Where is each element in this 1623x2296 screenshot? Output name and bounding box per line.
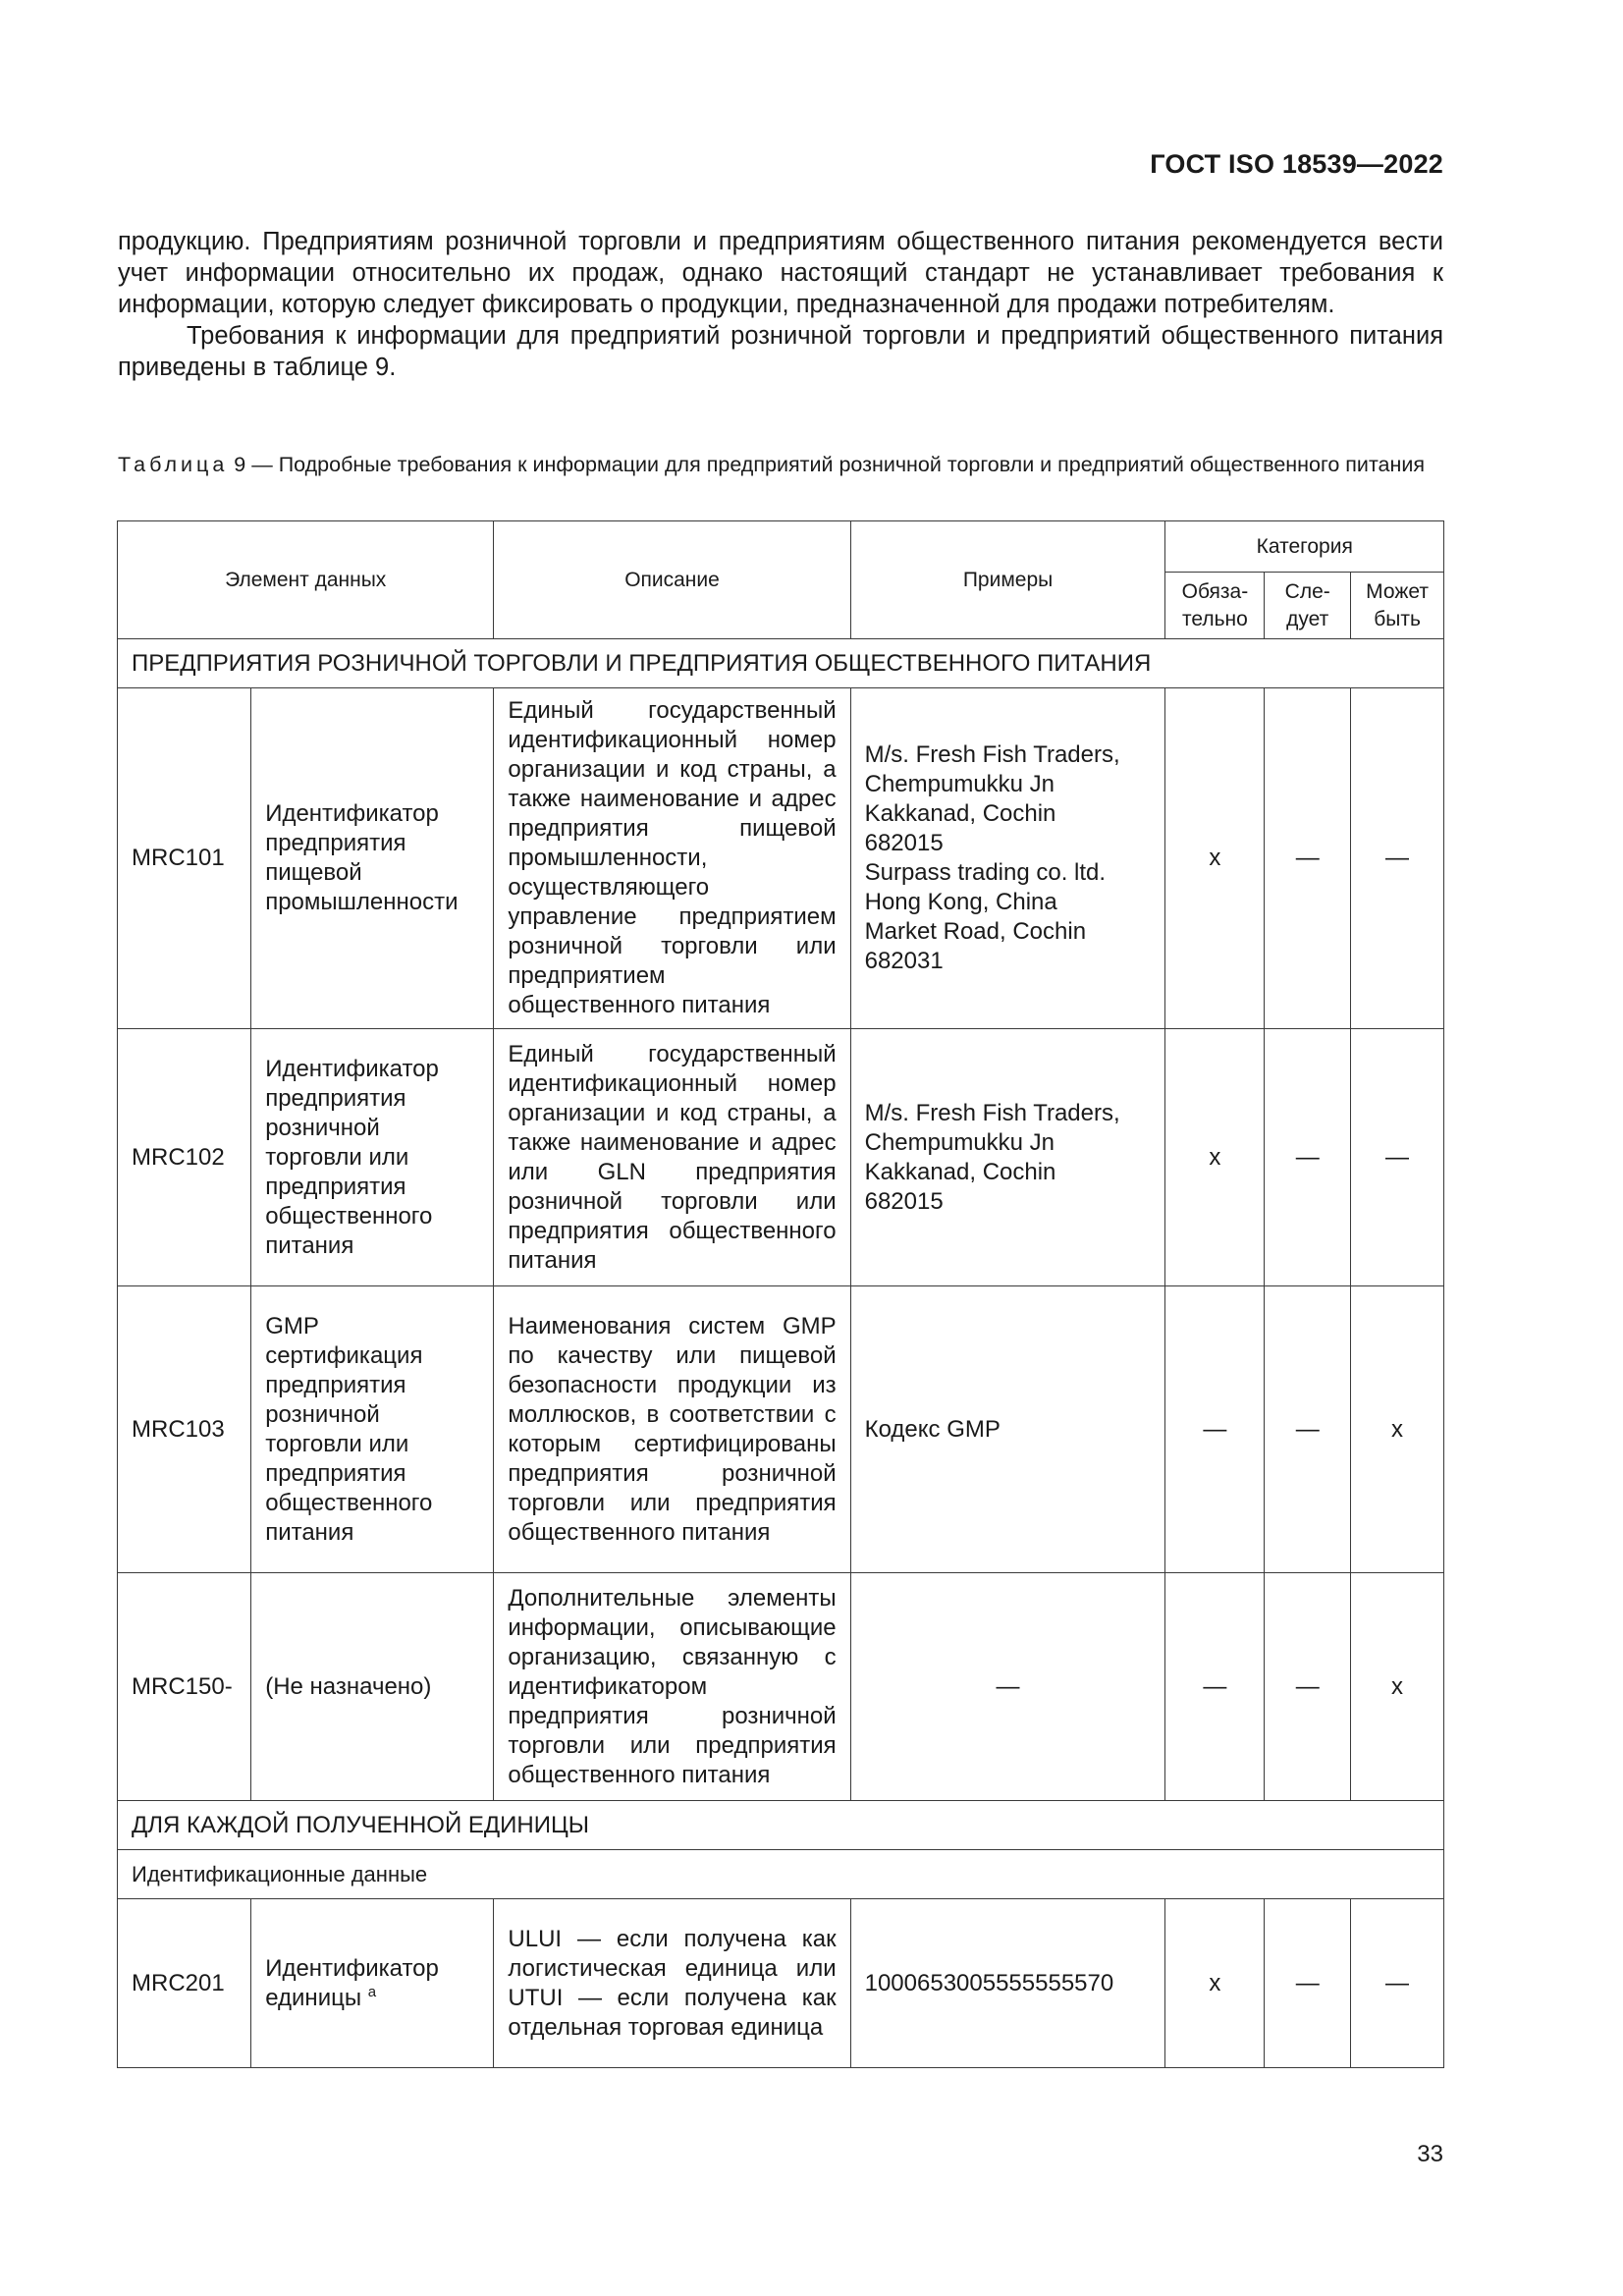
paragraph: Требования к информации для предприятий розничной торговли и предприятий общественного питания приведены в таблице 9. [118, 322, 1443, 381]
table-row [118, 1029, 1444, 1286]
element-code: MRC103 [118, 1286, 251, 1573]
section-title: ПРЕДПРИЯТИЯ РОЗНИЧНОЙ ТОРГОВЛИ И ПРЕДПРИЯТИЯ ОБЩЕСТВЕННОГО ПИТАНИЯ [118, 639, 1444, 688]
table-row [118, 688, 1444, 1029]
element-code: MRC150- [118, 1573, 251, 1801]
cell-may: x [1351, 1286, 1444, 1573]
body-text [118, 226, 1443, 383]
cell-should: — [1265, 1029, 1351, 1286]
section-row [118, 1801, 1444, 1850]
header-description: Описание [494, 521, 850, 639]
cell-mandatory: — [1165, 1286, 1265, 1573]
table-caption-label: Таблица [118, 453, 229, 476]
element-name: (Не назначено) [251, 1573, 494, 1801]
table-row [118, 1286, 1444, 1573]
subsection-row [118, 1850, 1444, 1899]
header-may: Может быть [1351, 573, 1444, 639]
element-description: Единый государственный идентификационный номер организации и код страны, а также наименование и адрес или GLN предприятия розничной торговли или предприятия общественного питания [494, 1029, 850, 1286]
cell-mandatory: x [1165, 688, 1265, 1029]
element-name: Идентификатор единицы $^a$ [251, 1899, 494, 2068]
paragraph: продукцию. Предприятиям розничной торговли и предприятиям общественного питания рекомендуется вести учет информации относительно их продаж, однако настоящий стандарт не устанавливает требования к информации, которую следует фиксировать о продукции, предназначенной для продажи потребителям. [118, 228, 1443, 318]
requirements-table [117, 520, 1444, 2068]
element-description: Единый государственный идентификационный номер организации и код страны, а также наименование и адрес предприятия пищевой промышленности, осуществляющего управление предприятием розничной торговли или предприятием общественного питания [494, 688, 850, 1029]
table-row [118, 1573, 1444, 1801]
table-header-row [118, 521, 1444, 573]
page-number: 33 [1417, 2141, 1443, 2167]
table-caption [118, 450, 1443, 479]
cell-mandatory: — [1165, 1573, 1265, 1801]
header-element: Элемент данных [118, 521, 494, 639]
header-examples: Примеры [850, 521, 1165, 639]
section-title: ДЛЯ КАЖДОЙ ПОЛУЧЕННОЙ ЕДИНИЦЫ [118, 1801, 1444, 1850]
element-examples: 1000653005555555570 [850, 1899, 1165, 2068]
element-description: ULUI — если получена как логистическая единица или UTUI — если получена как отдельная торговая единица [494, 1899, 850, 2068]
element-examples: M/s. Fresh Fish Traders, Chempumukku Jn Kakkanad, Cochin 682015 [850, 1029, 1165, 1286]
cell-may: — [1351, 1029, 1444, 1286]
cell-may: x [1351, 1573, 1444, 1801]
element-code: MRC201 [118, 1899, 251, 2068]
element-name: Идентификатор предприятия розничной торговли или предприятия общественного питания [251, 1029, 494, 1286]
element-description: Наименования систем GMP по качеству или пищевой безопасности продукции из моллюсков, в соответствии с которым сертифицированы предприятия розничной торговли или предприятия общественного питания [494, 1286, 850, 1573]
footnote-marker: a [367, 1983, 377, 2000]
document-code: ГОСТ ISO 18539—2022 [1150, 149, 1443, 179]
header-mandatory: Обяза-тельно [1165, 573, 1265, 639]
cell-may: — [1351, 1899, 1444, 2068]
element-name: GMP сертификация предприятия розничной торговли или предприятия общественного питания [251, 1286, 494, 1573]
table-caption-text: 9 — Подробные требования к информации для предприятий розничной торговли и предприятий общественного питания [234, 453, 1426, 476]
element-description: Дополнительные элементы информации, описывающие организацию, связанную с идентификатором предприятия розничной торговли или предприятия общественного питания [494, 1573, 850, 1801]
element-examples: Кодекс GMP [850, 1286, 1165, 1573]
cell-should: — [1265, 1899, 1351, 2068]
element-name: Идентификатор предприятия пищевой промышленности [251, 688, 494, 1029]
cell-should: — [1265, 1573, 1351, 1801]
cell-should: — [1265, 1286, 1351, 1573]
element-code: MRC101 [118, 688, 251, 1029]
table-row [118, 1899, 1444, 2068]
cell-mandatory: x [1165, 1899, 1265, 2068]
header-should: Сле-дует [1265, 573, 1351, 639]
element-code: MRC102 [118, 1029, 251, 1286]
element-examples: — [850, 1573, 1165, 1801]
cell-may: — [1351, 688, 1444, 1029]
header-category: Категория [1165, 521, 1444, 573]
section-row [118, 639, 1444, 688]
subsection-title: Идентификационные данные [118, 1850, 1444, 1899]
element-examples: M/s. Fresh Fish Traders, Chempumukku Jn Kakkanad, Cochin 682015 Surpass trading co. ltd. Hong Kong, China Market Road, Cochin 682031 [850, 688, 1165, 1029]
cell-mandatory: x [1165, 1029, 1265, 1286]
cell-should: — [1265, 688, 1351, 1029]
